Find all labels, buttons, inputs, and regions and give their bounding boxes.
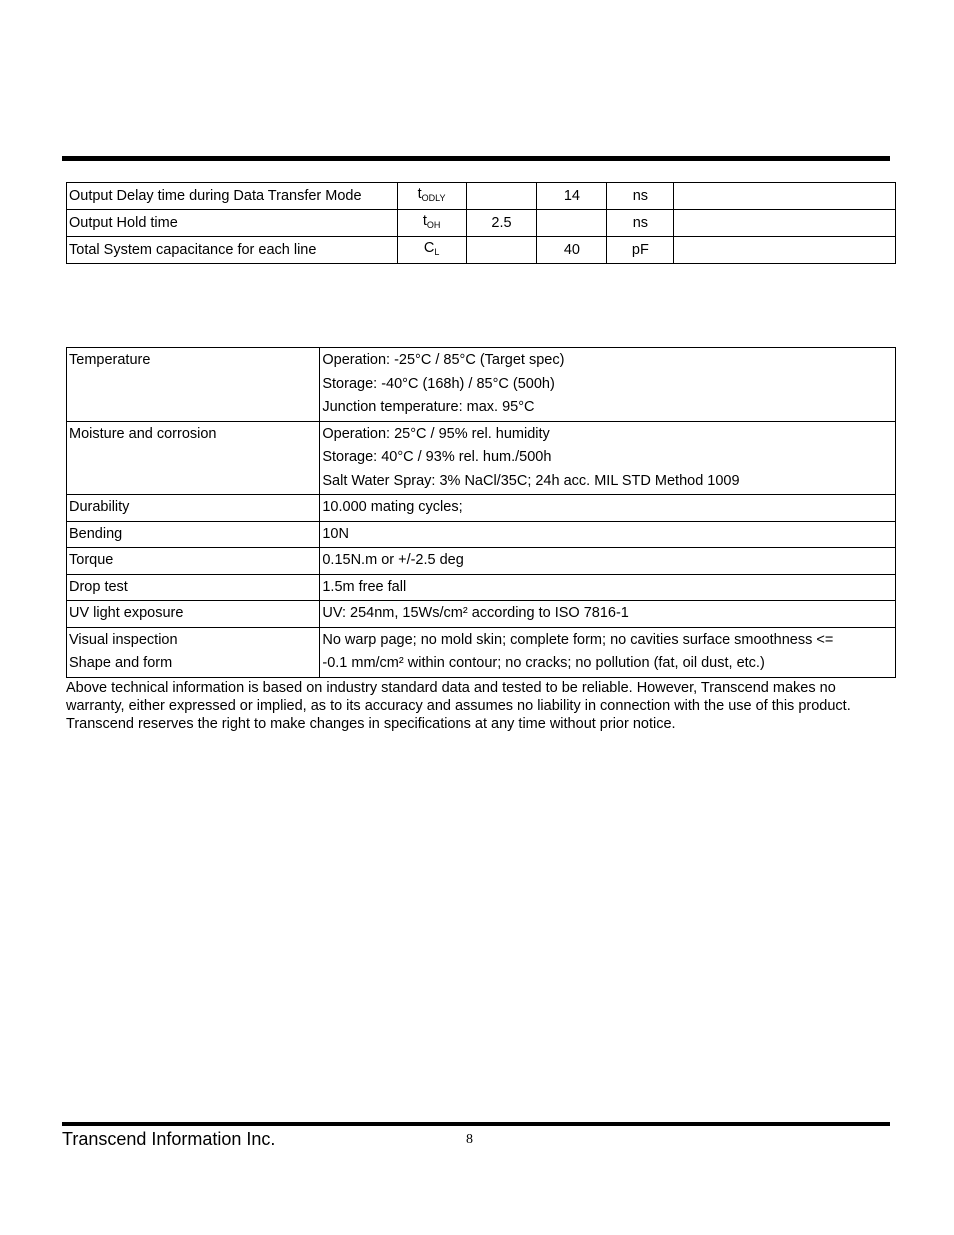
test-condition-line: UV: 254nm, 15Ws/cm² according to ISO 7816-1 [322, 605, 629, 621]
test-item-cell [67, 548, 320, 575]
note-cell [674, 210, 896, 237]
unit-cell: ns [607, 183, 674, 210]
test-condition-cell [320, 495, 896, 522]
test-item-cell [67, 627, 320, 677]
environment-row [67, 521, 896, 548]
test-item-label: Durability [69, 499, 130, 515]
symbol-cell [397, 210, 466, 237]
min-cell [466, 237, 537, 264]
test-item-label: Visual inspection [69, 631, 178, 648]
parameter-cell: Output Hold time [67, 210, 398, 237]
test-condition-cell [320, 627, 896, 677]
test-condition-line: Operation: 25°C / 95% rel. humidity [322, 425, 550, 442]
test-item-label: Moisture and corrosion [69, 425, 217, 442]
test-condition-line: Storage: -40°C (168h) / 85°C (500h) [322, 375, 555, 392]
timing-row [67, 210, 896, 237]
max-cell [537, 210, 607, 237]
test-condition-cell [320, 421, 896, 495]
disclaimer-line: warranty, either expressed or implied, as to its accuracy and assumes no liability in connection with the use of this product. [66, 698, 851, 714]
test-condition-line: Junction temperature: max. 95°C [322, 399, 535, 415]
disclaimer [66, 679, 901, 733]
test-condition-line: 0.15N.m or +/-2.5 deg [322, 552, 464, 568]
header-rule [62, 156, 890, 161]
min-cell [466, 183, 537, 210]
disclaimer-line: Transcend reserves the right to make changes in specifications at any time without prior notice. [66, 716, 676, 732]
timing-table [66, 182, 896, 264]
symbol-base: t [417, 186, 422, 202]
timing-row [67, 237, 896, 264]
test-item-label: UV light exposure [69, 605, 184, 621]
symbol-base: C [423, 240, 435, 256]
symbol-subscript: OH [426, 220, 441, 230]
timing-row [67, 183, 896, 210]
test-condition-line: -0.1 mm/cm² within contour; no cracks; no pollution (fat, oil dust, etc.) [322, 655, 765, 671]
symbol-cell [397, 183, 466, 210]
symbol-base: t [422, 213, 427, 229]
environment-row [67, 548, 896, 575]
test-condition-line: 1.5m free fall [322, 578, 407, 595]
environment-row [67, 348, 896, 422]
parameter-cell: Total System capacitance for each line [67, 237, 398, 264]
max-cell: 14 [537, 183, 607, 210]
note-cell [674, 183, 896, 210]
footer-rule [62, 1122, 890, 1126]
test-item-label: Bending [69, 525, 123, 542]
timing-table-body [67, 183, 896, 264]
environment-row [67, 421, 896, 495]
test-item-label: Drop test [69, 578, 128, 595]
environment-row [67, 574, 896, 601]
test-item-cell [67, 421, 320, 495]
symbol-subscript: ODLY [421, 193, 446, 203]
test-item-label: Temperature [69, 352, 151, 368]
test-condition-cell [320, 574, 896, 601]
test-item-cell [67, 574, 320, 601]
test-item-cell [67, 521, 320, 548]
unit-cell: pF [607, 237, 674, 264]
page-number: 8 [466, 1132, 473, 1147]
test-condition-line: Operation: -25°C / 85°C (Target spec) [322, 352, 565, 368]
test-condition-cell [320, 521, 896, 548]
unit-cell: ns [607, 210, 674, 237]
test-item-cell [67, 495, 320, 522]
environment-table-body [67, 348, 896, 678]
environment-row [67, 495, 896, 522]
test-condition-cell [320, 348, 896, 422]
test-condition-line: Storage: 40°C / 93% rel. hum./500h [322, 449, 552, 465]
environment-row [67, 601, 896, 628]
test-condition-line: 10N [322, 525, 349, 542]
max-cell: 40 [537, 237, 607, 264]
test-condition-cell [320, 548, 896, 575]
test-condition-line: 10.000 mating cycles; [322, 499, 463, 515]
test-item-label: Shape and form [69, 655, 173, 671]
test-condition-line: Salt Water Spray: 3% NaCl/35C; 24h acc. MIL STD Method 1009 [322, 472, 740, 489]
test-item-cell [67, 601, 320, 628]
test-item-cell [67, 348, 320, 422]
min-cell: 2.5 [466, 210, 537, 237]
symbol-subscript: L [434, 247, 440, 257]
test-item-label: Torque [69, 552, 114, 568]
symbol-cell [397, 237, 466, 264]
footer-company: Transcend Information Inc. [62, 1129, 276, 1149]
disclaimer-line: Above technical information is based on industry standard data and tested to be reliable. However, Transcend makes no [66, 680, 836, 696]
environment-row [67, 627, 896, 677]
note-cell [674, 237, 896, 264]
test-condition-cell [320, 601, 896, 628]
environment-table [66, 347, 896, 678]
parameter-cell: Output Delay time during Data Transfer Mode [67, 183, 398, 210]
test-condition-line: No warp page; no mold skin; complete form; no cavities surface smoothness <= [322, 631, 834, 648]
